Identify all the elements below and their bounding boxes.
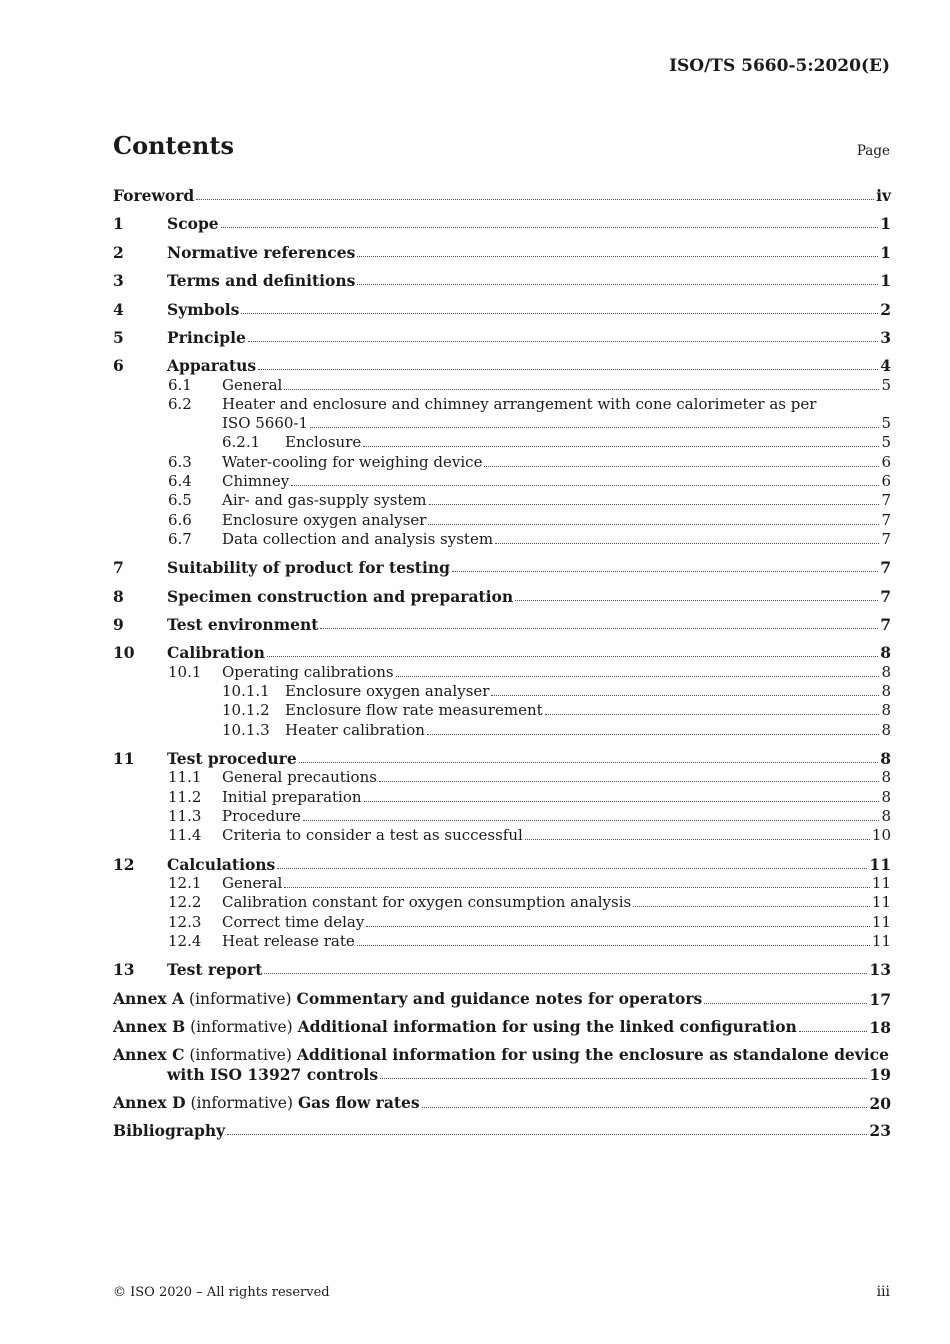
toc-entry[interactable] — [113, 300, 891, 319]
toc-entry[interactable] — [113, 558, 891, 577]
toc-entry-page: 2 — [880, 300, 891, 319]
dot-leader — [248, 341, 878, 342]
annex-title: Additional information for using the linked configuration — [297, 1017, 797, 1036]
contents-title: Contents — [113, 131, 234, 160]
toc-entry-page: 23 — [869, 1121, 891, 1140]
toc-entry[interactable] — [113, 530, 891, 549]
dot-leader — [633, 906, 870, 907]
toc-entry[interactable] — [113, 1121, 891, 1140]
toc-entry-title: General — [222, 874, 283, 892]
toc-entry-page: 7 — [880, 615, 891, 634]
dot-leader — [310, 427, 879, 428]
toc-entry-number: 4 — [113, 300, 124, 319]
dot-leader — [799, 1031, 868, 1032]
dot-leader — [515, 600, 878, 601]
toc-entry-page: 6 — [881, 472, 891, 490]
toc-entry-title: Calculations — [167, 855, 276, 874]
toc-entry-title: Enclosure oxygen analyser — [222, 511, 427, 529]
toc-entry-page: 7 — [881, 530, 891, 548]
toc-entry[interactable] — [113, 414, 891, 433]
toc-entry-page: 5 — [881, 376, 891, 394]
dot-leader — [357, 284, 878, 285]
dot-leader — [267, 656, 878, 657]
toc-entry[interactable] — [113, 1045, 891, 1065]
toc-entry[interactable] — [113, 932, 891, 951]
toc-entry-title: Initial preparation — [222, 788, 362, 806]
toc-entry-number: 7 — [113, 558, 124, 577]
toc-entry-page: 1 — [880, 214, 891, 233]
toc-entry-title: Data collection and analysis system — [222, 530, 494, 548]
toc-entry[interactable] — [113, 826, 891, 845]
document-id: ISO/TS 5660-5:2020(E) — [669, 56, 890, 76]
toc-entry-number: 6.2 — [168, 395, 192, 413]
toc-entry-page: 4 — [880, 356, 891, 375]
toc-entry-number: 12.1 — [168, 874, 202, 892]
dot-leader — [284, 887, 870, 888]
toc-entry[interactable] — [113, 682, 891, 701]
dot-leader — [491, 695, 879, 696]
toc-entry[interactable] — [113, 807, 891, 826]
toc-entry-title: Calibration — [167, 643, 265, 662]
toc-entry-number: 6.6 — [168, 511, 192, 529]
toc-entry-title — [113, 1093, 420, 1113]
annex-label: Annex B — [113, 1017, 186, 1036]
toc-entry-number: 11.1 — [168, 768, 202, 786]
annex-title: Commentary and guidance notes for operators — [296, 989, 703, 1008]
toc-entry[interactable] — [113, 587, 891, 606]
toc-entry[interactable] — [113, 376, 891, 395]
toc-entry-page: 8 — [881, 701, 891, 719]
toc-entry[interactable] — [113, 271, 891, 290]
dot-leader — [277, 868, 867, 869]
toc-entry[interactable] — [113, 615, 891, 634]
toc-entry-title: Correct time delay — [222, 913, 365, 931]
toc-entry-page: 1 — [880, 271, 891, 290]
dot-leader — [264, 973, 867, 974]
toc-entry-page: 11 — [871, 893, 891, 911]
toc-entry-number: 8 — [113, 587, 124, 606]
toc-entry-title: Foreword — [113, 186, 195, 205]
toc-entry-number: 5 — [113, 328, 124, 347]
toc-entry-page: 7 — [880, 587, 891, 606]
toc-entry[interactable] — [113, 328, 891, 347]
toc-entry-page: 8 — [881, 788, 891, 806]
toc-entry-title: Procedure — [222, 807, 301, 825]
toc-entry-page: 7 — [881, 491, 891, 509]
toc-entry[interactable] — [113, 395, 891, 414]
toc-entry-number: 11.2 — [168, 788, 202, 806]
toc-entry-number: 11 — [113, 749, 135, 768]
toc-entry-number: 6.4 — [168, 472, 192, 490]
toc-entry-page: 8 — [880, 643, 891, 662]
toc-entry-number: 6.2.1 — [222, 433, 261, 451]
toc-entry-title: Heater and enclosure and chimney arrangement with cone calorimeter as per — [222, 395, 817, 413]
toc-entry-number: 12.4 — [168, 932, 202, 950]
toc-entry-title: Enclosure oxygen analyser — [285, 682, 490, 700]
toc-entry[interactable] — [113, 913, 891, 932]
dot-leader — [366, 926, 870, 927]
toc-entry[interactable] — [113, 663, 891, 682]
dot-leader — [396, 676, 880, 677]
toc-entry-page: 8 — [880, 749, 891, 768]
toc-entry-page: 11 — [871, 874, 891, 892]
dot-leader — [196, 199, 874, 200]
dot-leader — [364, 801, 880, 802]
annex-title: Gas flow rates — [297, 1093, 420, 1112]
toc-entry-title: Test environment — [167, 615, 319, 634]
dot-leader — [357, 945, 870, 946]
toc-entry-page: 6 — [881, 453, 891, 471]
toc-entry-title: Chimney — [222, 472, 290, 490]
toc-entry-number: 10.1 — [168, 663, 202, 681]
toc-entry-title: Criteria to consider a test as successful — [222, 826, 523, 844]
toc-entry[interactable] — [113, 643, 891, 662]
dot-leader — [484, 466, 879, 467]
toc-entry-number: 10.1.3 — [222, 721, 270, 739]
toc-entry-number: 6.7 — [168, 530, 192, 548]
toc-entry[interactable] — [113, 214, 891, 233]
annex-label: Annex C — [113, 1045, 185, 1064]
toc-entry-title: with ISO 13927 controls — [167, 1065, 379, 1084]
toc-entry-title: Heat release rate — [222, 932, 355, 950]
dot-leader — [379, 781, 880, 782]
dot-leader — [221, 227, 879, 228]
toc-entry[interactable] — [113, 721, 891, 740]
toc-entry-title: Enclosure — [285, 433, 362, 451]
toc-entry[interactable] — [113, 855, 891, 874]
toc-entry-title: Specimen construction and preparation — [167, 587, 514, 606]
toc-entry-title: Enclosure flow rate measurement — [285, 701, 543, 719]
toc-entry[interactable] — [113, 701, 891, 720]
dot-leader — [380, 1078, 867, 1079]
toc-entry-page: 3 — [880, 328, 891, 347]
toc-entry-title: Heater calibration — [285, 721, 425, 739]
toc-entry-title — [113, 1045, 889, 1065]
dot-leader — [303, 820, 880, 821]
toc-entry[interactable] — [113, 768, 891, 787]
toc-entry-page: 8 — [881, 663, 891, 681]
toc-entry[interactable] — [113, 1065, 891, 1084]
dot-leader — [291, 485, 879, 486]
toc-entry-title: Suitability of product for testing — [167, 558, 450, 577]
copyright-notice: © ISO 2020 – All rights reserved — [113, 1285, 330, 1300]
toc-entry-number: 6.1 — [168, 376, 192, 394]
toc-entry-number: 13 — [113, 960, 135, 979]
toc-entry-title: General — [222, 376, 283, 394]
toc-entry-number: 12 — [113, 855, 135, 874]
toc-entry[interactable] — [113, 356, 891, 375]
toc-entry-page: 7 — [880, 558, 891, 577]
dot-leader — [704, 1003, 867, 1004]
toc-entry-page: 13 — [869, 960, 891, 979]
annex-qualifier: (informative) — [185, 1018, 298, 1036]
toc-entry-title — [113, 1017, 797, 1037]
dot-leader — [427, 734, 880, 735]
toc-entry-page: 8 — [881, 721, 891, 739]
annex-qualifier: (informative) — [184, 1046, 297, 1064]
toc-entry-title: Water-cooling for weighing device — [222, 453, 483, 471]
toc-entry[interactable] — [113, 749, 891, 768]
toc-entry-title: Apparatus — [167, 356, 257, 375]
dot-leader — [357, 256, 878, 257]
toc-entry[interactable] — [113, 472, 891, 491]
toc-entry[interactable] — [113, 989, 891, 1009]
toc-entry-page: 5 — [881, 433, 891, 451]
toc-entry[interactable] — [113, 433, 891, 452]
toc-entry-title: Air- and gas-supply system — [222, 491, 427, 509]
toc-entry-page: iv — [876, 186, 891, 205]
annex-label: Annex D — [113, 1093, 186, 1112]
toc-entry[interactable] — [113, 511, 891, 530]
toc-entry-number: 11.3 — [168, 807, 202, 825]
toc-entry-title: Symbols — [167, 300, 240, 319]
dot-leader — [363, 446, 879, 447]
toc-entry-title: Bibliography — [113, 1121, 226, 1140]
dot-leader — [545, 714, 880, 715]
dot-leader — [525, 839, 870, 840]
toc-entry-number: 3 — [113, 271, 124, 290]
dot-leader — [495, 543, 879, 544]
toc-entry-page: 7 — [881, 511, 891, 529]
dot-leader — [241, 313, 878, 314]
toc-entry-page: 11 — [871, 932, 891, 950]
toc-entry-page: 11 — [871, 913, 891, 931]
annex-qualifier: (informative) — [184, 990, 297, 1008]
toc-entry-page: 10 — [871, 826, 891, 844]
annex-title: Additional information for using the enclosure as standalone device — [296, 1045, 889, 1064]
dot-leader — [299, 762, 879, 763]
annex-label: Annex A — [113, 989, 185, 1008]
toc-entry[interactable] — [113, 1093, 891, 1113]
toc-entry-page: 8 — [881, 682, 891, 700]
toc-entry-title: Principle — [167, 328, 246, 347]
toc-entry-title: Test procedure — [167, 749, 297, 768]
toc-entry-page: 20 — [869, 1094, 891, 1113]
toc-entry-title: Terms and definitions — [167, 271, 356, 290]
toc-entry[interactable] — [113, 1017, 891, 1037]
toc-entry-number: 6.3 — [168, 453, 192, 471]
toc-entry-number: 10 — [113, 643, 135, 662]
toc-entry[interactable] — [113, 186, 891, 205]
page-column-label: Page — [856, 143, 890, 159]
dot-leader — [227, 1134, 867, 1135]
toc-entry-page: 8 — [881, 768, 891, 786]
toc-entry-page: 17 — [869, 990, 891, 1009]
toc-entry[interactable] — [113, 874, 891, 893]
toc-entry-number: 1 — [113, 214, 124, 233]
toc-entry-title: Calibration constant for oxygen consumption analysis — [222, 893, 632, 911]
toc-entry-number: 12.3 — [168, 913, 202, 931]
toc-entry-number: 6.5 — [168, 491, 192, 509]
toc-entry-number: 11.4 — [168, 826, 202, 844]
toc-entry-page: 5 — [881, 414, 891, 432]
toc-entry-title: Test report — [167, 960, 263, 979]
dot-leader — [258, 369, 878, 370]
toc-entry[interactable] — [113, 243, 891, 262]
toc-entry-number: 10.1.2 — [222, 701, 270, 719]
dot-leader — [429, 504, 880, 505]
toc-entry-number: 6 — [113, 356, 124, 375]
toc-entry-page: 1 — [880, 243, 891, 262]
toc-entry-title — [113, 989, 702, 1009]
dot-leader — [452, 571, 878, 572]
toc-entry[interactable] — [113, 960, 891, 979]
toc-entry-title: Normative references — [167, 243, 356, 262]
toc-entry-page: 11 — [869, 855, 891, 874]
toc-entry-number: 2 — [113, 243, 124, 262]
toc-entry-title: General precautions — [222, 768, 377, 786]
toc-entry-number: 9 — [113, 615, 124, 634]
dot-leader — [320, 628, 878, 629]
toc-entry-number: 12.2 — [168, 893, 202, 911]
toc-entry-page: 19 — [869, 1065, 891, 1084]
toc-entry-number: 10.1.1 — [222, 682, 270, 700]
dot-leader — [284, 389, 879, 390]
page-number: iii — [876, 1284, 890, 1300]
toc-entry[interactable] — [113, 453, 891, 472]
toc-entry-title: ISO 5660-1 — [222, 414, 309, 432]
toc-entry[interactable] — [113, 893, 891, 912]
dot-leader — [422, 1107, 868, 1108]
toc-entry-page: 18 — [869, 1018, 891, 1037]
dot-leader — [428, 524, 879, 525]
toc-entry-title: Scope — [167, 214, 219, 233]
toc-entry-title: Operating calibrations — [222, 663, 394, 681]
toc-entry[interactable] — [113, 788, 891, 807]
annex-qualifier: (informative) — [185, 1094, 298, 1112]
toc-entry[interactable] — [113, 491, 891, 510]
toc-entry-page: 8 — [881, 807, 891, 825]
